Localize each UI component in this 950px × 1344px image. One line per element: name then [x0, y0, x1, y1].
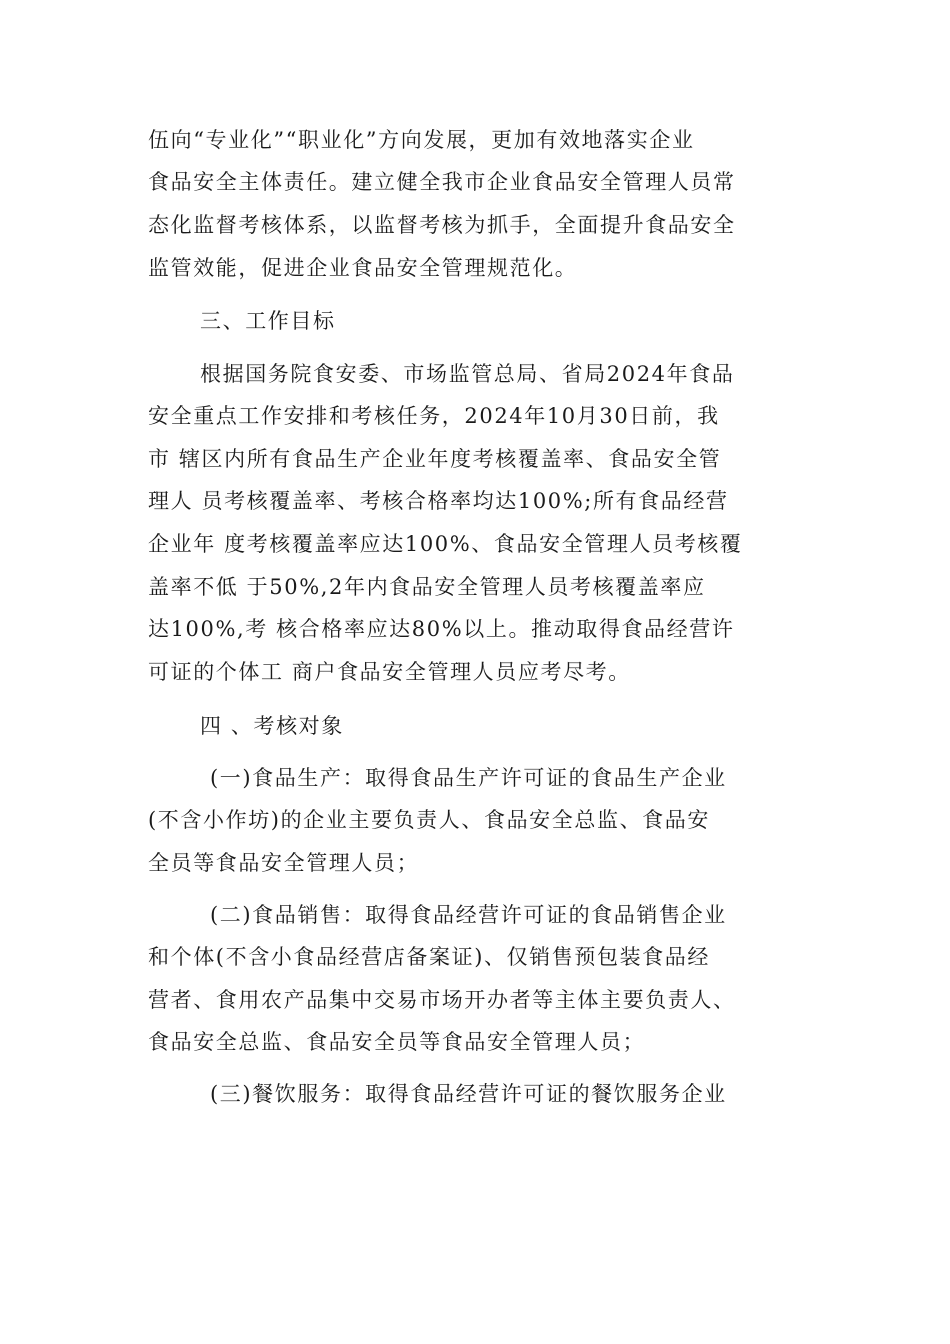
paragraph-line: 食品安全主体责任。建立健全我市企业食品安全管理人员常: [148, 170, 736, 194]
paragraph-line: 盖率不低 于50%,2年内食品安全管理人员考核覆盖率应: [148, 575, 706, 599]
paragraph-line: 市 辖区内所有食品生产企业年度考核覆盖率、食品安全管: [148, 447, 722, 471]
paragraph-line: 食品安全总监、食品安全员等食品安全管理人员；: [148, 1030, 646, 1054]
paragraph-line: (一)食品生产：取得食品生产许可证的食品生产企业: [210, 766, 727, 790]
paragraph-line: 全员等食品安全管理人员；: [148, 851, 420, 875]
paragraph-line: 可证的个体工 商户食品安全管理人员应考尽考。: [148, 660, 631, 684]
paragraph-line: 监管效能，促进企业食品安全管理规范化。: [148, 256, 578, 280]
paragraph-line: 营者、食用农产品集中交易市场开办者等主体主要负责人、: [148, 988, 736, 1012]
paragraph-line: 伍向“专业化”“职业化”方向发展，更加有效地落实企业: [148, 128, 695, 152]
paragraph-line: 企业年 度考核覆盖率应达100%、食品安全管理人员考核覆: [148, 532, 743, 556]
section-heading-goals: 三、工作目标: [200, 309, 336, 333]
paragraph-line: (三)餐饮服务：取得食品经营许可证的餐饮服务企业: [210, 1082, 727, 1106]
paragraph-line: 安全重点工作安排和考核任务，2024年10月30日前，我: [148, 404, 720, 428]
section-heading-targets: 四 、考核对象: [200, 714, 344, 738]
paragraph-line: (二)食品销售：取得食品经营许可证的食品销售企业: [210, 903, 727, 927]
paragraph-line: (不含小作坊)的企业主要负责人、食品安全总监、食品安: [148, 808, 710, 832]
paragraph-line: 根据国务院食安委、市场监管总局、省局2024年食品: [200, 362, 735, 386]
paragraph-line: 态化监督考核体系，以监督考核为抓手，全面提升食品安全: [148, 213, 736, 237]
paragraph-line: 达100%,考 核合格率应达80%以上。推动取得食品经营许: [148, 617, 735, 641]
paragraph-line: 和个体(不含小食品经营店备案证)、仅销售预包装食品经: [148, 945, 710, 969]
paragraph-line: 理人 员考核覆盖率、考核合格率均达100%;所有食品经营: [148, 489, 729, 513]
